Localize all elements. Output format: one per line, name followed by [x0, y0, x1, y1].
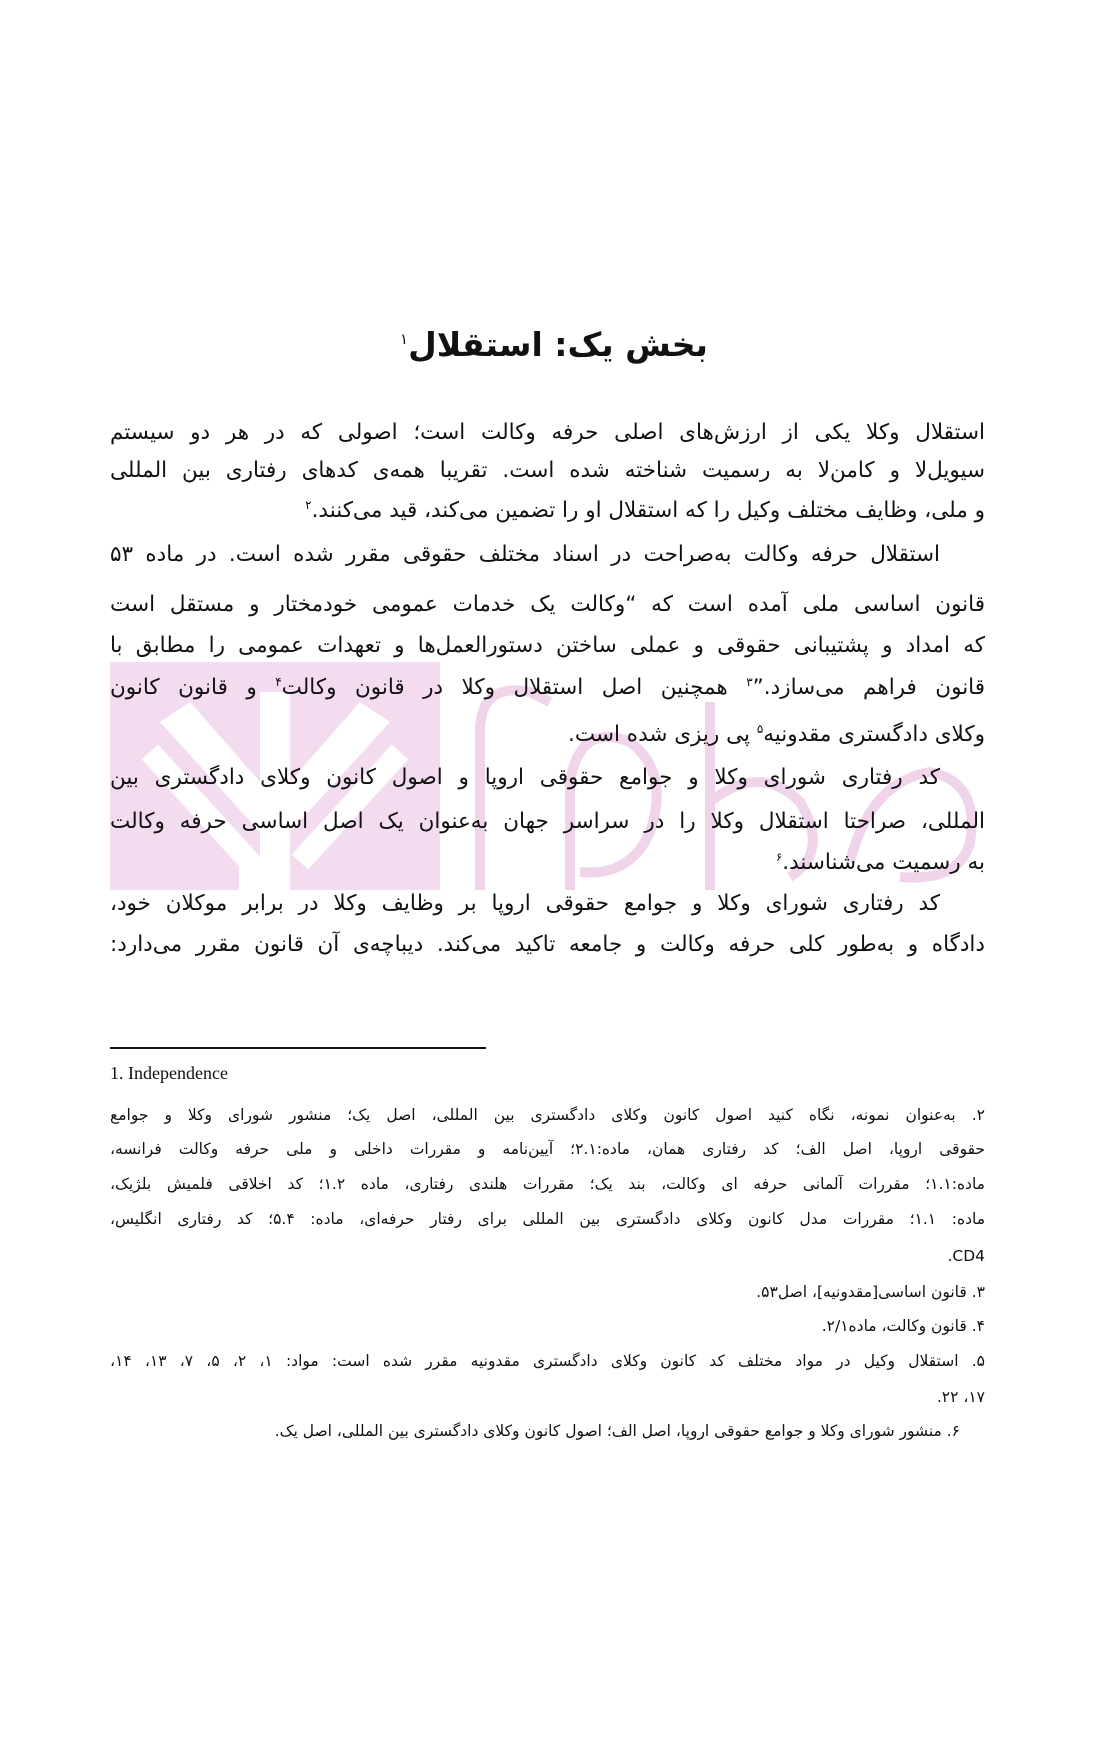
footnote-ref: ۵	[756, 721, 764, 736]
body-line	[110, 456, 985, 486]
footnote-ref: ۱	[400, 330, 409, 348]
body-line	[110, 590, 985, 620]
footnote-ref: ۴	[275, 674, 282, 689]
text-segment: وکلای دادگستری مقدونیه	[763, 722, 985, 747]
body-line	[110, 720, 985, 750]
body-line	[110, 763, 940, 793]
footnote-line: ۱۷، ۲۲.	[936, 1388, 985, 1406]
body-line	[110, 848, 985, 878]
body-line	[110, 496, 985, 526]
text-segment: استقلال وکلا یکی از ارزش‌های اصلی حرفه وکالت است؛ اصولی که در هر دو سیستم	[110, 420, 985, 445]
body-line	[110, 930, 985, 960]
footnote-line: ۶. منشور شورای وکلا و جوامع حقوقی اروپا، اصل الف؛ اصول کانون وکلای دادگستری بین المللی، اصل یک.	[274, 1422, 960, 1440]
section-title-text: بخش یک: استقلال	[408, 325, 708, 364]
footnote-line: ۵. استقلال وکیل در مواد مختلف کد کانون وکلای دادگستری مقدونیه مقرر شده است: مواد: ۱، ۲، ۵، ۷، ۱۳، ۱۴،	[110, 1352, 985, 1370]
text-segment: و قانون کانون	[110, 675, 276, 700]
footnote-ref: ۳	[746, 674, 753, 689]
body-line	[110, 673, 985, 703]
footnote-line: 1. Independence	[110, 1063, 228, 1083]
body-line	[110, 418, 985, 448]
footnote-line: ماده:۱.۱؛ مقررات آلمانی حرفه ای وکالت، بند یک؛ مقررات هلندی رفتاری، ماده ۱.۲؛ کد اخلاقی فلمیش بلژیک،	[110, 1175, 985, 1193]
text-segment: قانون اساسی ملی آمده است که “وکالت یک خدمات عمومی خودمختار و مستقل است	[110, 592, 985, 617]
text-segment: قانون فراهم می‌سازد.”	[752, 675, 986, 700]
text-segment: همچنین اصل استقلال وکلا در قانون وکالت	[281, 675, 747, 700]
body-line	[110, 889, 940, 919]
footnote-divider	[110, 1047, 486, 1049]
text-segment: سیویل‌لا و کامن‌لا به رسمیت شناخته شده است. تقریبا همه‌ی کدهای رفتاری بین المللی	[110, 458, 985, 483]
text-segment: استقلال حرفه وکالت به‌صراحت در اسناد مختلف حقوقی مقرر شده است. در ماده ۵۳	[110, 542, 940, 567]
text-segment: دادگاه و به‌طور کلی حرفه وکالت و جامعه تاکید می‌کند. دیباچه‌ی آن قانون مقرر می‌دارد:	[110, 932, 985, 957]
footnote-line: ۲. به‌عنوان نمونه، نگاه کنید اصول کانون وکلای دادگستری بین المللی، اصل یک؛ منشور شورای وکلا و جوامع	[110, 1106, 985, 1124]
text-segment: به رسمیت می‌شناسند.	[782, 850, 985, 875]
body-line	[110, 631, 985, 661]
text-segment: و ملی، وظایف مختلف وکیل را که استقلال او را تضمین می‌کند، قید می‌کنند.	[311, 498, 985, 523]
footnote-line: ۳. قانون اساسی[مقدونیه]، اصل۵۳.	[756, 1283, 985, 1301]
footnote-ref: ۲	[305, 497, 312, 512]
text-segment: پی ریزی شده است.	[568, 722, 757, 747]
footnote-line: CD4.	[947, 1247, 985, 1265]
section-title	[0, 325, 1108, 364]
footnote-line: حقوقی اروپا، اصل الف؛ کد رفتاری همان، ماده:۲.۱؛ آیین‌نامه و مقررات داخلی و ملی حرفه وکالت فرانسه،	[110, 1140, 985, 1158]
text-segment: کد رفتاری شورای وکلا و جوامع حقوقی اروپا بر وظایف وکلا در برابر موکلان خود،	[110, 891, 940, 916]
text-segment: که امداد و پشتیبانی حقوقی و عملی ساختن دستورالعمل‌ها و تعهدات عمومی را مطابق با	[110, 633, 985, 658]
footnote-ref: ۶	[775, 849, 783, 864]
text-segment: المللی، صراحتا استقلال وکلا را در سراسر جهان به‌عنوان یک اصل اساسی حرفه وکالت	[110, 809, 985, 834]
text-segment: کد رفتاری شورای وکلا و جوامع حقوقی اروپا و اصول کانون وکلای دادگستری بین	[110, 765, 940, 790]
body-line	[110, 540, 940, 570]
body-line	[110, 807, 985, 837]
footnote-line: ۴. قانون وکالت، ماده۲/۱.	[821, 1317, 985, 1335]
footnote-line: ماده: ۱.۱؛ مقررات مدل کانون وکلای دادگستری بین المللی برای رفتار حرفه‌ای، ماده: ۵.۴؛ کد رفتاری انگلیس،	[110, 1210, 985, 1228]
